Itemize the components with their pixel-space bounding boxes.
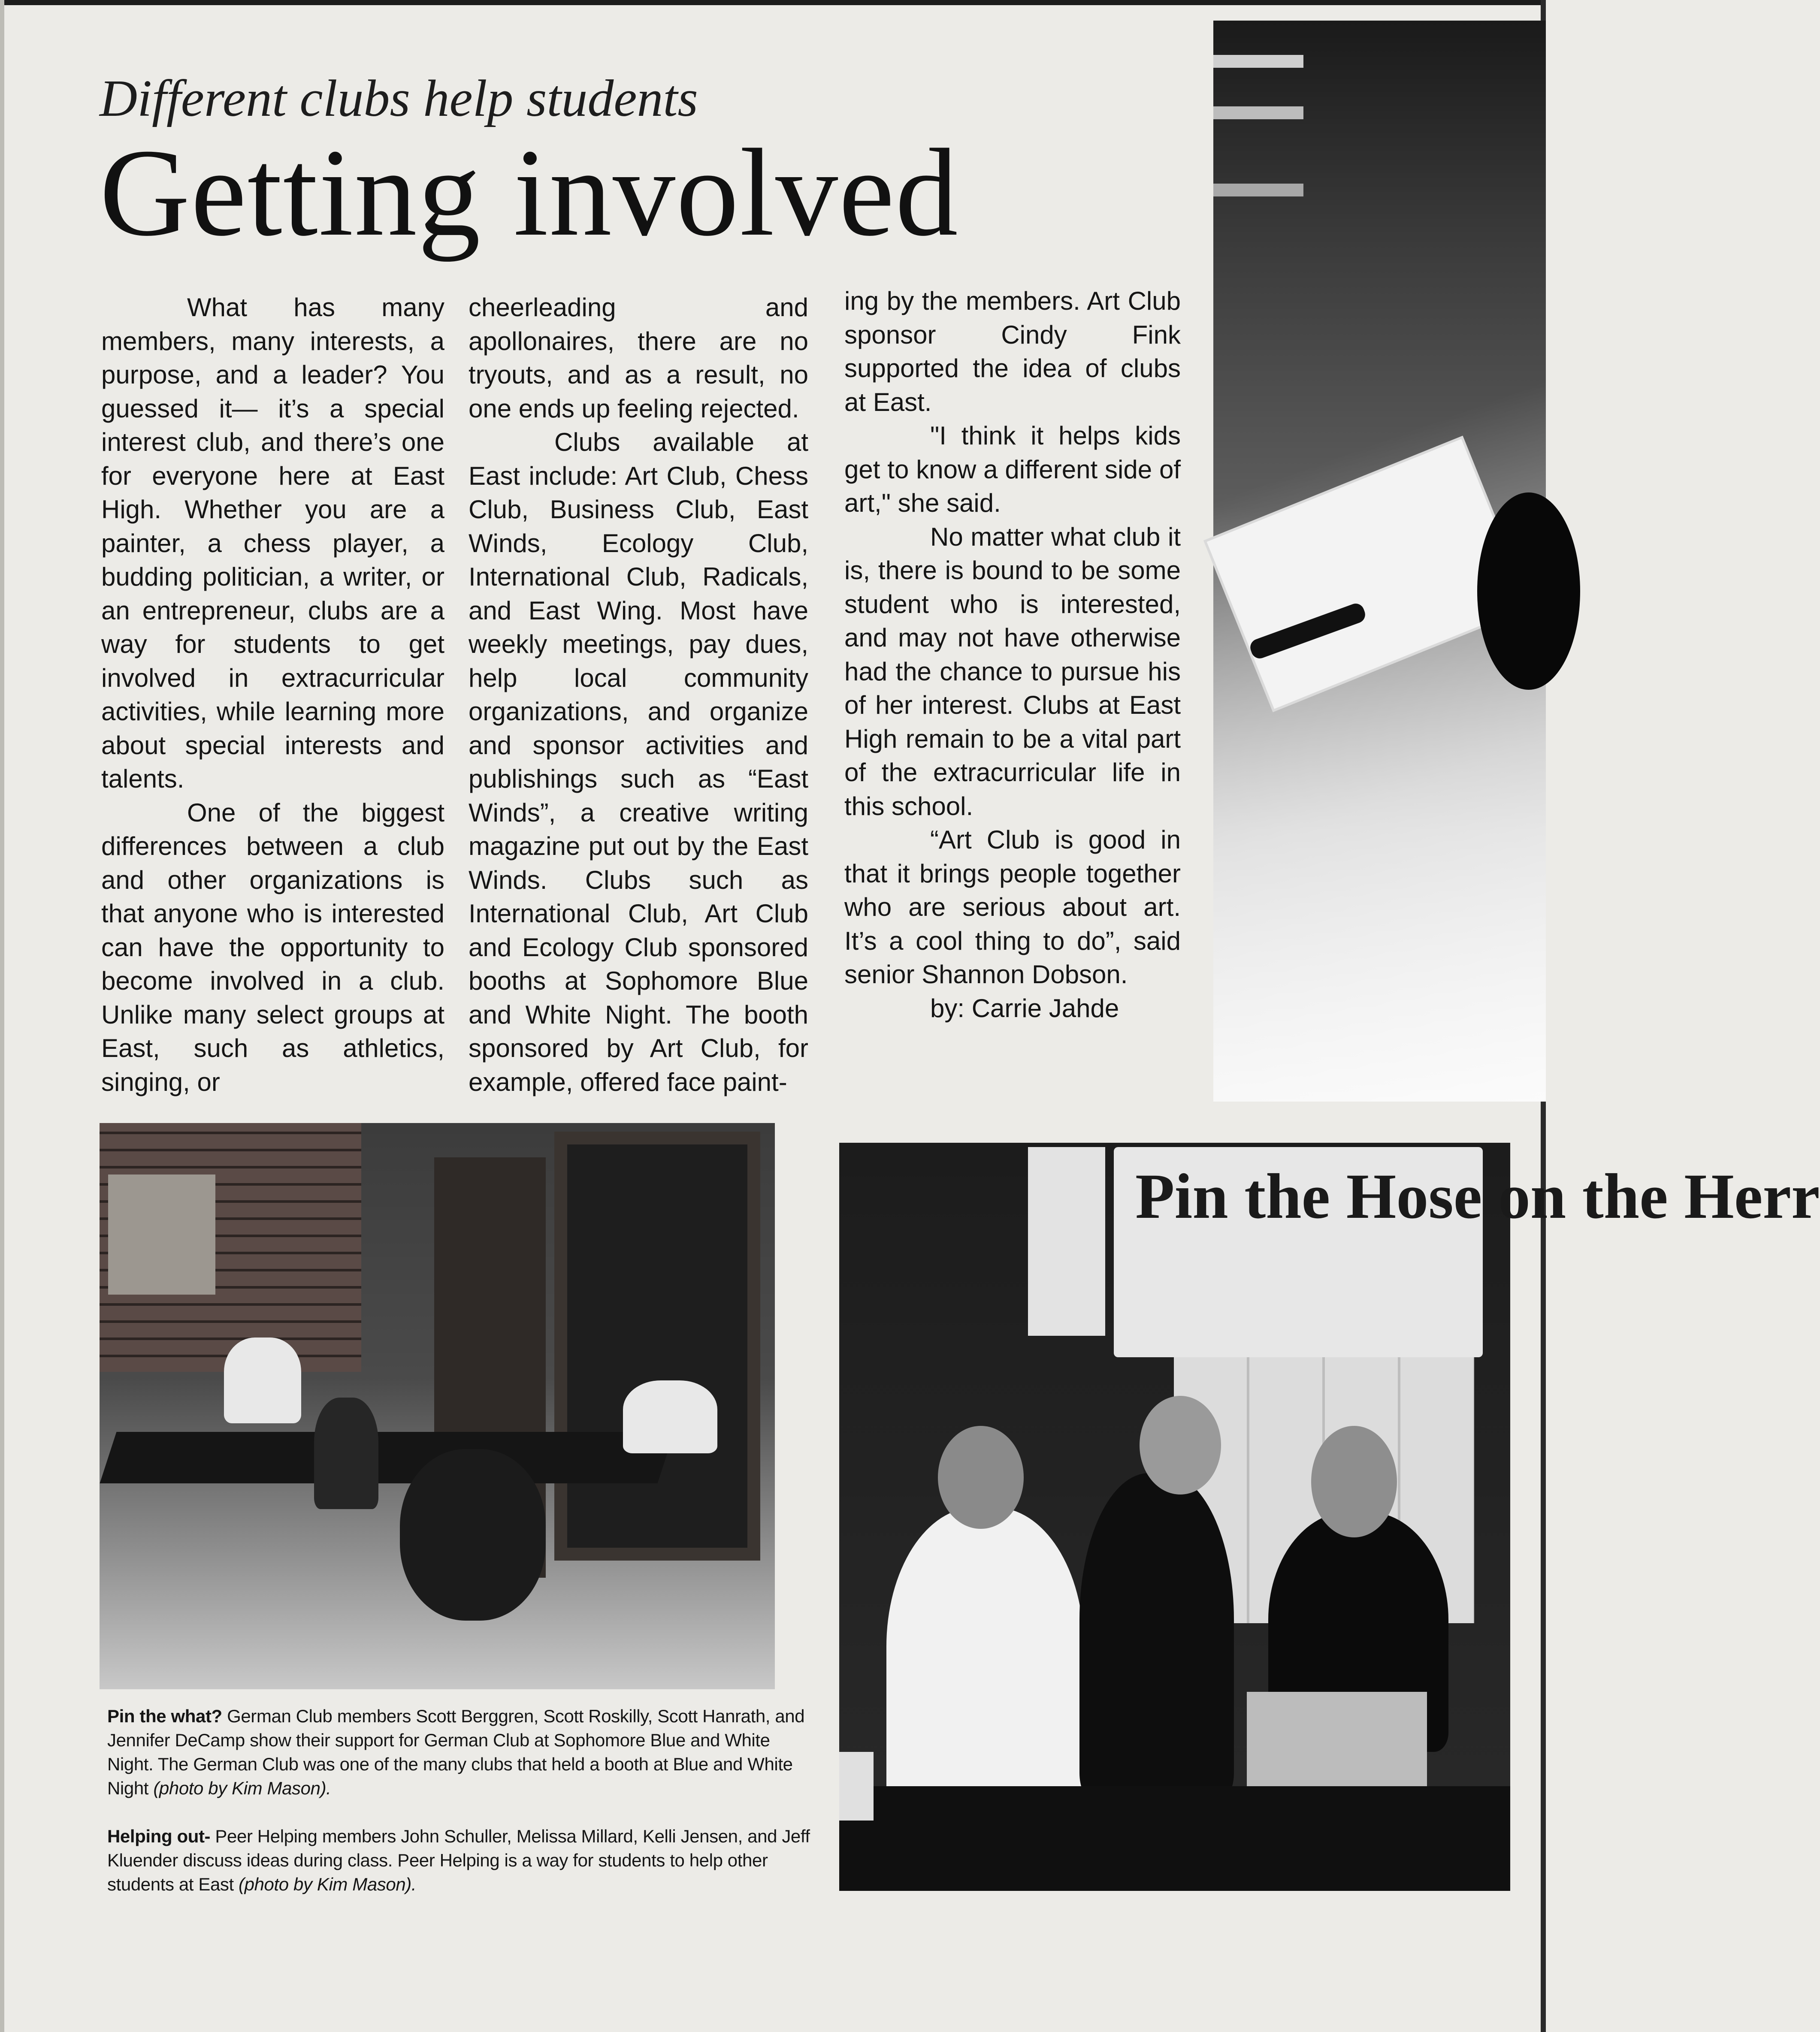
article-paragraph: One of the biggest differences between a club and other organizations is that anyone who is interested can have the opportunity to become involved in a club. Unlike many select groups at East, such as athletics, singing, or (101, 798, 444, 1096)
photo-drawing-poster (1028, 1147, 1105, 1336)
article-paragraph: "I think it helps kids get to know a different side of art," she said. (844, 421, 1181, 517)
caption-credit: (photo by Kim Mason). (153, 1778, 331, 1798)
article-paragraph: “Art Club is good in that it brings people together who are serious about art. It’s a cool thing to do”, said senior Shannon Dobson. (844, 825, 1181, 989)
photo-german-club-booth (839, 1143, 1820, 1891)
photo-cup (839, 1752, 874, 1821)
photo-caption (107, 1704, 811, 1800)
photo-student-head (1140, 1396, 1221, 1495)
article-title: Getting involved (100, 124, 959, 262)
photo-banner-text: Pin the Hose on the Herr (1135, 1161, 1820, 1232)
photo-trophy-cabinet (554, 1132, 760, 1561)
photo-student (623, 1380, 717, 1453)
article-paragraph: No matter what club it is, there is bound to be some student who is interested, and may not have otherwise had the chance to pursue his of her interest. Clubs at East High remain to be a vital part of the extracurricular life in this school. (844, 522, 1181, 821)
article-column-1 (101, 291, 444, 1099)
caption-lead: Helping out- (107, 1826, 211, 1846)
article-paragraph: cheerleading and apollonaires, there are no tryouts, and as a result, no one ends up feeling rejected. (469, 293, 808, 423)
photo-bulletin-board (108, 1175, 215, 1295)
photo-student (400, 1449, 546, 1621)
photo-student-head (938, 1426, 1024, 1529)
photo-caption (107, 1824, 811, 1896)
photo-student (224, 1338, 301, 1423)
caption-text: Peer Helping members John Schuller, Melissa Millard, Kelli Jensen, and Jeff Kluender discuss ideas during class. Peer Helping is a way for students to help other students at East (107, 1826, 810, 1894)
photo-shadow-shape (1477, 492, 1580, 690)
article-paragraph: Clubs available at East include: Art Club, Chess Club, Business Club, East Winds, Ecology Club, International Club, Radicals, and East Wing. Most have weekly meetings, pay dues, help local community organizations, and organize and sponsor activities and publishings such as “East Winds”, a creative writing magazine put out by the East Winds. Clubs such as International Club, Art Club and Ecology Club sponsored booths at Sophomore Blue and White Night. The booth sponsored by Art Club, for example, offered face paint- (469, 428, 808, 1096)
caption-lead: Pin the what? (107, 1706, 222, 1726)
article-column-2 (469, 291, 808, 1099)
page-edge-left (0, 0, 4, 2032)
page-edge-top (0, 0, 1546, 5)
article-subtitle: Different clubs help students (100, 69, 698, 127)
article-paragraph: What has many members, many interests, a purpose, and a leader? You guessed it— it’s a special interest club, and there’s one for everyone here at East High. Whether you are a painter, a chess player, a budding politician, a writer, or an entrepreneur, clubs are a way for students to get involved in extracurricular activities, while learning more about special interests and talents. (101, 293, 444, 793)
article-byline: by: Carrie Jahde (930, 993, 1119, 1023)
photo-student (886, 1507, 1084, 1816)
article-paragraph: ing by the members. Art Club sponsor Cindy Fink supported the idea of clubs at East. (844, 287, 1181, 417)
caption-credit: (photo by Kim Mason). (239, 1874, 417, 1894)
caption-text: German Club members Scott Berggren, Scott Roskilly, Scott Hanrath, and Jennifer DeCamp show their support for German Club at Sophomore Blue and White Night. The German Club was one of the many clubs that held a booth at Blue and White Night (107, 1706, 805, 1798)
photo-captions (107, 1704, 811, 1896)
photo-student-head (1311, 1426, 1397, 1537)
photo-table (100, 1432, 674, 1483)
photo-art-table (1213, 21, 1546, 1102)
photo-student (1079, 1473, 1234, 1799)
article-column-3 (844, 284, 1181, 1025)
photo-peer-helping-classroom (100, 1123, 775, 1689)
photo-shelf-shape (1213, 55, 1303, 68)
photo-student (314, 1398, 378, 1509)
photo-booth-table (839, 1786, 1510, 1891)
